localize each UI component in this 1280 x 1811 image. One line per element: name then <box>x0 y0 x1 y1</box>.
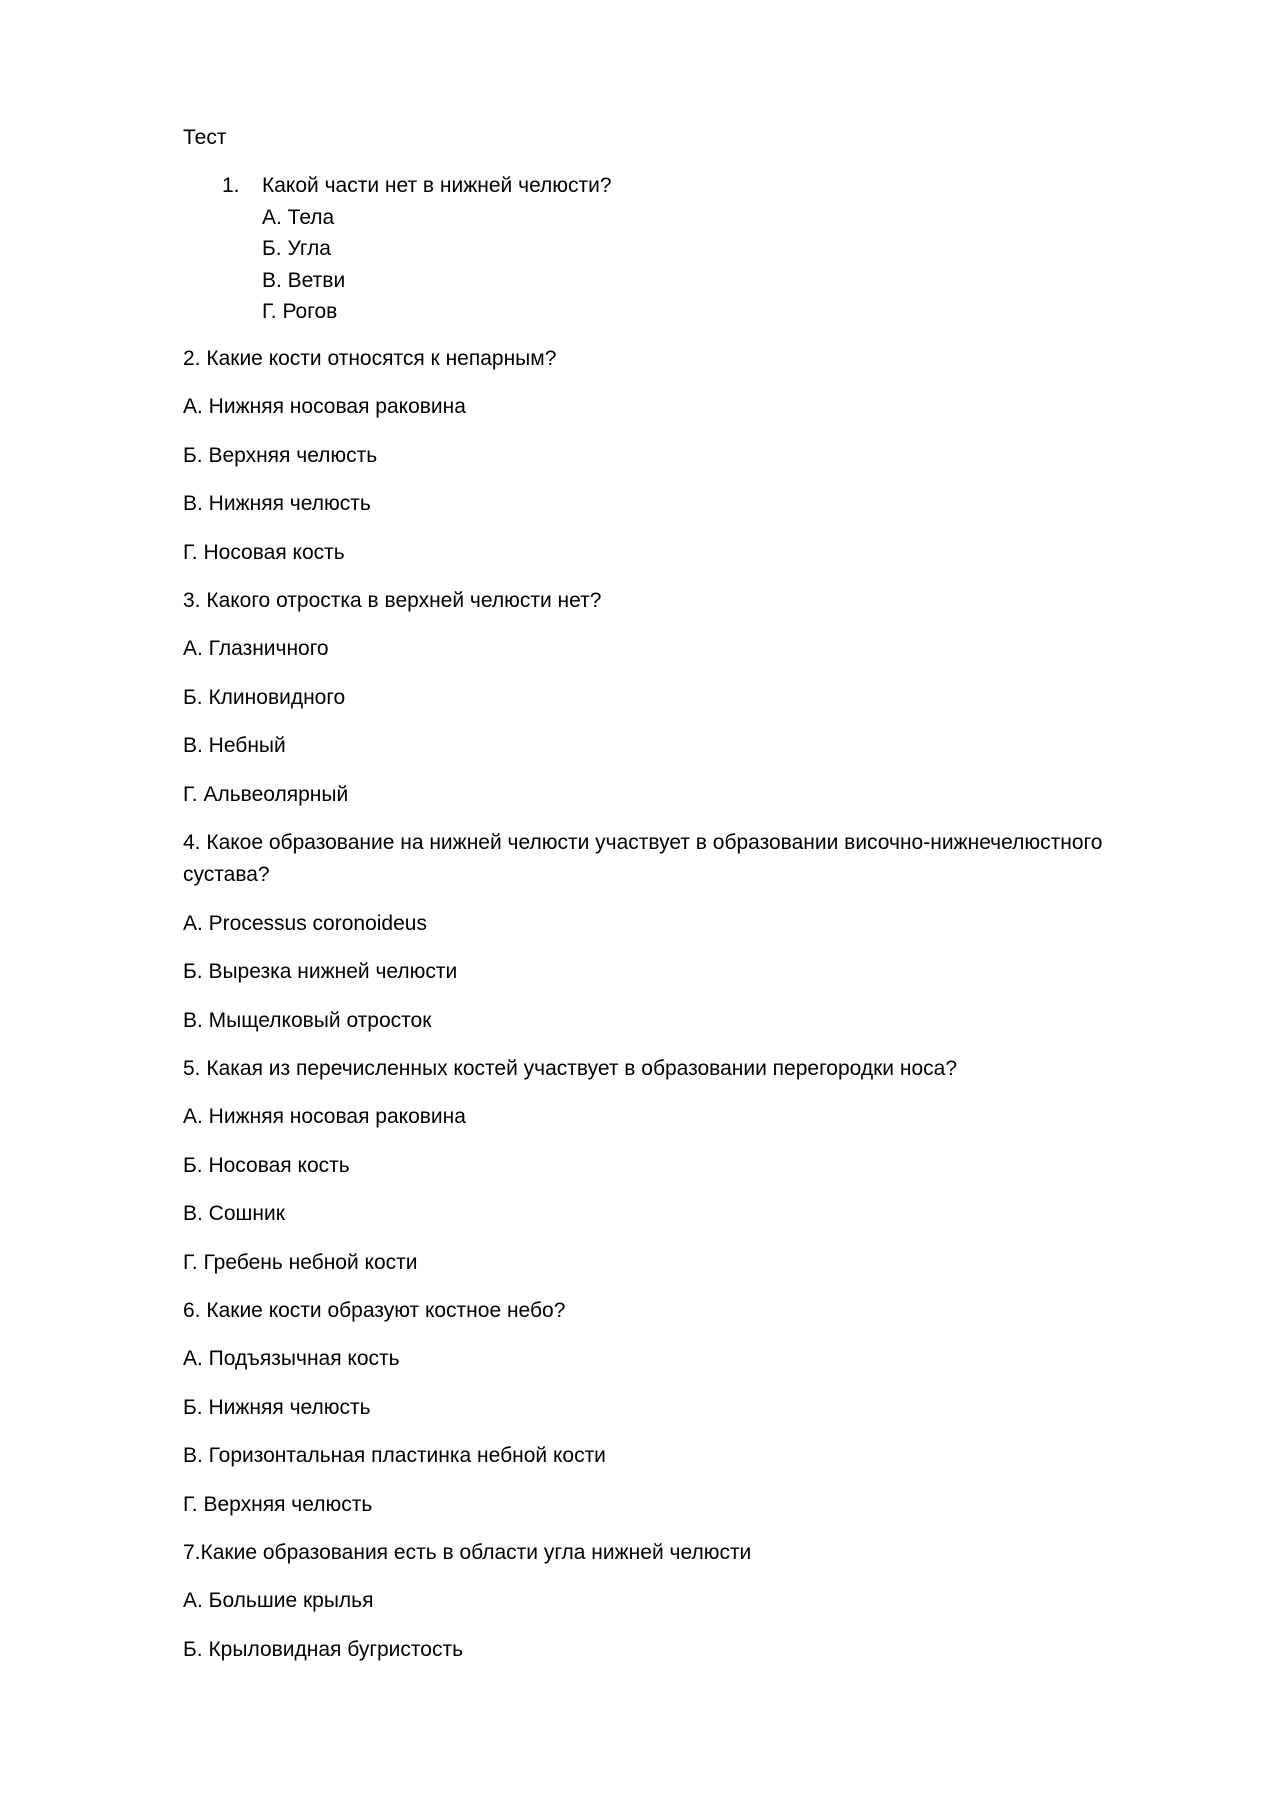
question-3-text: 3. Какого отростка в верхней челюсти нет? <box>183 589 602 612</box>
question-7-text: 7.Какие образования есть в области угла нижней челюсти <box>183 1541 752 1564</box>
question-1-body <box>262 170 612 328</box>
question-1-text: Какой части нет в нижней челюсти? <box>262 174 612 197</box>
question-6-option-c: В. Горизонтальная пластинка небной кости <box>183 1444 606 1467</box>
question-5-option-d: Г. Гребень небной кости <box>183 1251 418 1274</box>
document-title: Тест <box>183 126 227 149</box>
question-2-text: 2. Какие кости относятся к непарным? <box>183 347 557 370</box>
question-4-text-cont: сустава? <box>183 863 270 886</box>
question-7-option-b: Б. Крыловидная бугристость <box>183 1638 464 1661</box>
question-5-option-a: А. Нижняя носовая раковина <box>183 1105 466 1128</box>
question-1-option-d: Г. Рогов <box>262 300 338 323</box>
question-3-option-a: А. Глазничного <box>183 637 329 660</box>
question-6-text: 6. Какие кости образуют костное небо? <box>183 1299 566 1322</box>
question-5-option-c: В. Сошник <box>183 1202 285 1225</box>
question-3-option-b: Б. Клиновидного <box>183 686 346 709</box>
question-6-option-d: Г. Верхняя челюсть <box>183 1493 373 1516</box>
question-1-option-a: А. Тела <box>262 205 335 229</box>
question-3-option-d: Г. Альвеолярный <box>183 783 349 806</box>
question-3-option-c: В. Небный <box>183 734 286 757</box>
question-4-text: 4. Какое образование на нижней челюсти участвует в образовании височно-нижнечелюстного <box>183 831 1103 854</box>
question-1-option-c: В. Ветви <box>262 268 346 292</box>
question-1-number: 1. <box>222 174 240 197</box>
question-2-option-d: Г. Носовая кость <box>183 541 345 564</box>
question-1-option-b: Б. Угла <box>262 237 331 260</box>
question-5-option-b: Б. Носовая кость <box>183 1154 350 1177</box>
question-2-option-a: А. Нижняя носовая раковина <box>183 395 466 418</box>
question-4-option-c: В. Мыщелковый отросток <box>183 1009 432 1032</box>
question-5-text: 5. Какая из перечисленных костей участвует в образовании перегородки носа? <box>183 1057 957 1080</box>
question-2-option-b: Б. Верхняя челюсть <box>183 444 378 467</box>
question-6-option-b: Б. Нижняя челюсть <box>183 1396 371 1419</box>
question-4-option-b: Б. Вырезка нижней челюсти <box>183 960 458 983</box>
question-7-option-a: А. Большие крылья <box>183 1589 374 1612</box>
question-2-option-c: В. Нижняя челюсть <box>183 492 371 515</box>
question-6-option-a: А. Подъязычная кость <box>183 1347 400 1370</box>
question-4-option-a: А. Processus coronoideus <box>183 912 427 935</box>
